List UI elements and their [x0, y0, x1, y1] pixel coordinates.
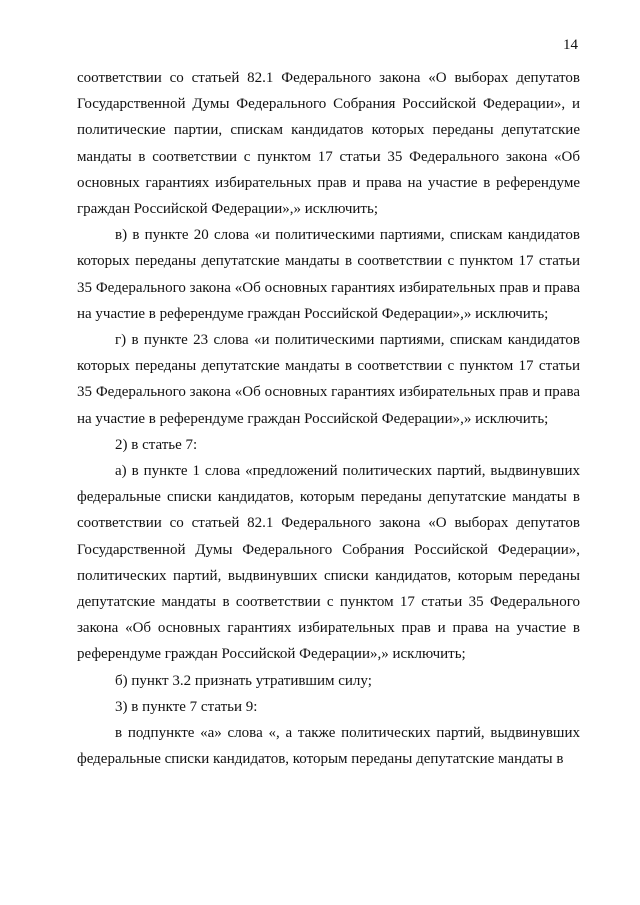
- paragraph: а) в пункте 1 слова «предложений политических партий, выдвинувших федеральные списки кандидатов, которым переданы депутатские мандаты в соответствии со статьей 82.1 Федерального закона «О выборах депутатов Государственной Думы Федерального Собрания Российской Федерации», политических партий, выдвинувших списки кандидатов, которым переданы депутатские мандаты в соответствии с пунктом 17 статьи 35 Федерального закона «Об основных гарантиях избирательных прав и права на участие в референдуме граждан Российской Федерации»,» исключить;: [77, 463, 580, 663]
- paragraph: г) в пункте 23 слова «и политическими партиями, спискам кандидатов которых переданы депутатские мандаты в соответствии с пунктом 17 статьи 35 Федерального закона «Об основных гарантиях избирательных прав и права на участие в референдуме граждан Российской Федерации»,» исключить;: [77, 332, 580, 427]
- body-text: [77, 65, 580, 772]
- paragraph: 2) в статье 7:: [115, 436, 198, 453]
- paragraph: соответствии со статьей 82.1 Федерального закона «О выборах депутатов Государственной Думы Федерального Собрания Российской Федерации», и политические партии, спискам кандидатов которых переданы депутатские мандаты в соответствии с пунктом 17 статьи 35 Федерального закона «Об основных гарантиях избирательных прав и права на участие в референдуме граждан Российской Федерации»,» исключить;: [77, 70, 580, 218]
- paragraph: в) в пункте 20 слова «и политическими партиями, спискам кандидатов которых переданы депутатские мандаты в соответствии с пунктом 17 статьи 35 Федерального закона «Об основных гарантиях избирательных прав и права на участие в референдуме граждан Российской Федерации»,» исключить;: [77, 227, 580, 322]
- page-number: 14: [563, 37, 578, 53]
- paragraph: в подпункте «а» слова «, а также политических партий, выдвинувших федеральные списки кандидатов, которым переданы депутатские мандаты в: [77, 725, 580, 768]
- paragraph: б) пункт 3.2 признать утратившим силу;: [115, 672, 372, 689]
- paragraph: 3) в пункте 7 статьи 9:: [115, 698, 258, 715]
